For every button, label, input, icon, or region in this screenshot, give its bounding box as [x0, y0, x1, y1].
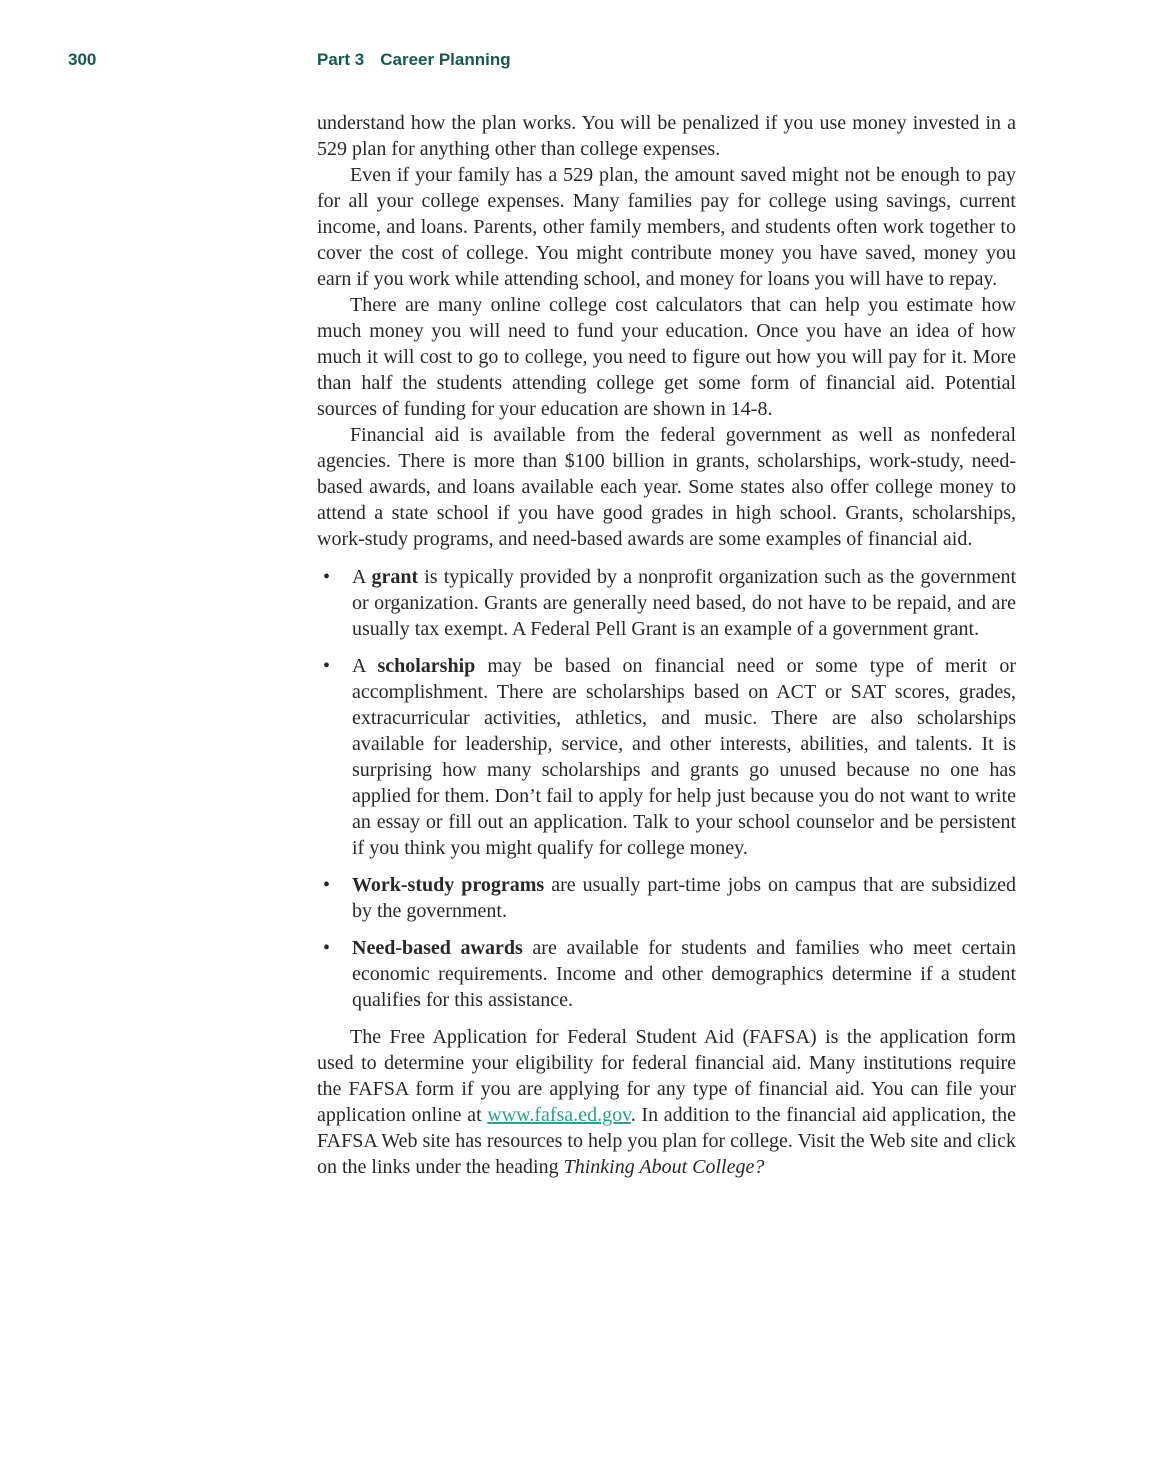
bullet-item-work-study: [317, 872, 1016, 924]
heading-reference: Thinking About College?: [563, 1156, 765, 1178]
paragraph: Financial aid is available from the federal government as well as nonfederal agencies. There is more than $100 billion in grants, scholarships, work-study, need-based awards, and loans available each year. Some states also offer college money to attend a state school if you have good grades in high school. Grants, scholarships, work-study programs, and need-based awards are some examples of financial aid.: [317, 424, 1016, 550]
paragraph: Even if your family has a 529 plan, the amount saved might not be enough to pay for all your college expenses. Many families pay for college using savings, current income, and loans. Parents, other family members, and students often work together to cover the cost of college. You might contribute money you have saved, money you earn if you work while attending school, and money for loans you will have to repay.: [317, 164, 1016, 290]
part-label: Part 3: [317, 50, 365, 69]
bullet-term: scholarship: [377, 655, 476, 677]
bullet-item-scholarship: [317, 653, 1016, 861]
paragraph: There are many online college cost calculators that can help you estimate how much money you will need to fund your education. Once you have an idea of how much it will cost to go to college, you need to figure out how you will pay for it. More than half the students attending college get some form of financial aid. Potential sources of funding for your education are shown in 14-8.: [317, 294, 1016, 420]
bullet-icon: •: [323, 655, 331, 677]
page-number: 300: [68, 50, 97, 69]
paragraph-text: The Free Application for Federal Student Aid (FAFSA) is the application form used to determine your eligibility for federal financial aid. Many institutions require the FAFSA form if you are applying for any type of financial aid. You can file your application online at: [317, 1026, 1016, 1126]
fafsa-link[interactable]: www.fafsa.ed.gov: [487, 1104, 631, 1126]
bullet-text: are available for students and families who meet certain economic requirements. Income and other demographics determine if a student qualifies for this assistance.: [352, 937, 1017, 1011]
body-text: [317, 110, 1016, 1180]
bullet-item-need-based: [317, 935, 1016, 1013]
paragraph-continuation: understand how the plan works. You will be penalized if you use money invested in a 529 plan for anything other than college expenses.: [317, 112, 1016, 160]
chapter-title: Career Planning: [380, 50, 511, 69]
bullet-icon: •: [323, 937, 331, 959]
running-head: [317, 50, 511, 70]
bullet-list: [317, 564, 1016, 1013]
bullet-icon: •: [323, 566, 331, 588]
page-header: [0, 50, 1156, 74]
bullet-text: is typically provided by a nonprofit organization such as the government or organization. Grants are generally need based, do not have to be repaid, and are usually tax exempt. A Federal Pell Grant is an example of a government grant.: [352, 566, 1017, 640]
paragraph-text: . In addition to the financial aid application, the FAFSA Web site has resources to help you plan for college. Visit the Web site and click on the links under the heading: [317, 1104, 1017, 1178]
bullet-term: Need-based awards: [352, 937, 523, 959]
bullet-text: may be based on financial need or some type of merit or accomplishment. There are scholarships based on ACT or SAT scores, grades, extracurricular activities, athletics, and music. There are also scholarships available for leadership, service, and other interests, abilities, and talents. It is surprising how many scholarships and grants go unused because no one has applied for them. Don’t fail to apply for help just because you do not want to write an essay or fill out an application. Talk to your school counselor and be persistent if you think you might qualify for college money.: [352, 655, 1016, 859]
bullet-text: A: [352, 566, 372, 588]
bullet-term: grant: [371, 566, 419, 588]
bullet-term: Work-study programs: [352, 874, 545, 896]
bullet-icon: •: [323, 874, 331, 896]
bullet-text: are usually part-time jobs on campus that are subsidized by the government.: [352, 874, 1016, 922]
paragraph-fafsa: [317, 1024, 1016, 1180]
bullet-item-grant: [317, 564, 1016, 642]
bullet-text: A: [352, 655, 378, 677]
